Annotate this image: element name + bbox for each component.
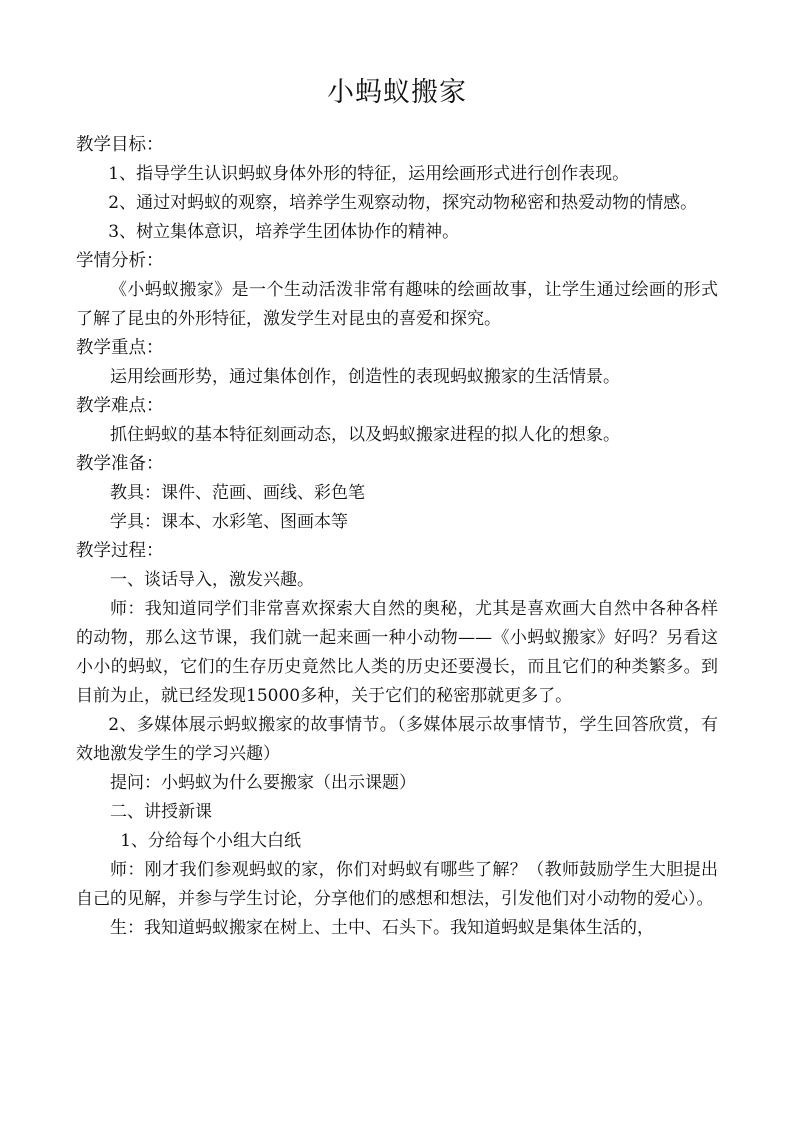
paragraph: 师：刚才我们参观蚂蚁的家，你们对蚂蚁有哪些了解？（教师鼓励学生大胆提出自己的见解，并参与学生讨论，分享他们的感想和想法，引发他们对小动物的爱心）。 — [76, 860, 718, 909]
paragraph: 一、谈话导入，激发兴趣。 — [110, 570, 314, 590]
paragraph: 二、讲授新课 — [110, 802, 212, 822]
paragraph: 生：我知道蚂蚁搬家在树上、土中、石头下。我知道蚂蚁是集体生活的， — [110, 918, 654, 938]
section-heading: 教学重点： — [76, 338, 164, 358]
paragraph: 师：我知道同学们非常喜欢探索大自然的奥秘，尤其是喜欢画大自然中各种各样的动物，那么这节课，我们就一起来画一种小动物——《小蚂蚁搬家》好吗？另看这小小的蚂蚁，它们的生存历史竟然比人类的历史还要漫长，而且它们的种类繁多。到目前为止，就已经发现15000多种，关于它们的秘密那就更多了。 — [76, 599, 718, 706]
section-student-analysis — [76, 247, 718, 334]
paragraph: 学具：课本、水彩笔、图画本等 — [110, 512, 348, 532]
section-preparation — [76, 450, 718, 537]
section-heading: 教学准备： — [76, 454, 164, 474]
section-difficulties — [76, 392, 718, 450]
section-objectives — [76, 131, 718, 247]
paragraph: 抓住蚂蚁的基本特征刻画动态，以及蚂蚁搬家进程的拟人化的想象。 — [110, 425, 620, 445]
paragraph: 1、分给每个小组大白纸 — [120, 831, 302, 851]
section-heading: 学情分析： — [76, 251, 164, 271]
section-key-points — [76, 334, 718, 392]
section-process — [76, 537, 718, 943]
section-heading: 教学难点： — [76, 396, 164, 416]
paragraph: 提问：小蚂蚁为什么要搬家（出示课题） — [110, 773, 416, 793]
section-heading: 教学目标： — [76, 135, 164, 155]
section-heading: 教学过程： — [76, 541, 164, 561]
document-title: 小蚂蚁搬家 — [327, 77, 467, 108]
paragraph: 2、通过对蚂蚁的观察，培养学生观察动物，探究动物秘密和热爱动物的情感。 — [108, 193, 698, 213]
paragraph: 教具：课件、范画、画线、彩色笔 — [110, 483, 365, 503]
paragraph: 运用绘画形势，通过集体创作，创造性的表现蚂蚁搬家的生活情景。 — [110, 367, 620, 387]
paragraph: 2、多媒体展示蚂蚁搬家的故事情节。（多媒体展示故事情节，学生回答欣赏，有效地激发学生的学习兴趣） — [76, 715, 718, 764]
paragraph: 3、树立集体意识，培养学生团体协作的精神。 — [108, 222, 460, 242]
paragraph: 1、指导学生认识蚂蚁身体外形的特征，运用绘画形式进行创作表现。 — [108, 164, 630, 184]
paragraph: 《小蚂蚁搬家》是一个生动活泼非常有趣味的绘画故事，让学生通过绘画的形式了解了昆虫的外形特征，激发学生对昆虫的喜爱和探究。 — [76, 280, 718, 329]
